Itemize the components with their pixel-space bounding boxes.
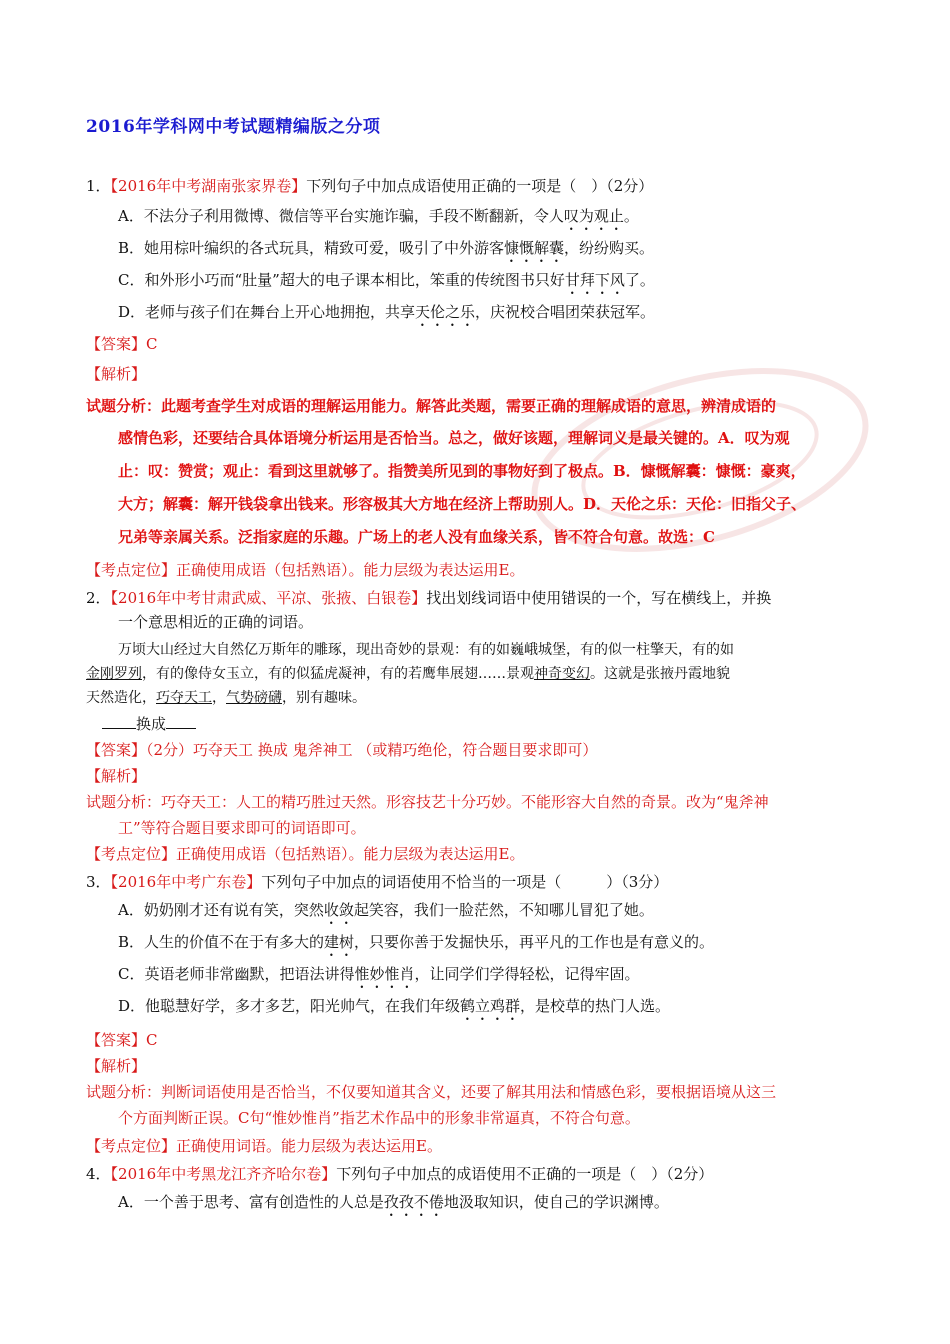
option-text: B．人生的价值不在于有多大的 xyxy=(118,933,325,951)
q3-option-c xyxy=(118,964,640,992)
q3-answer: 【答案】C xyxy=(86,1031,158,1049)
q3-option-d xyxy=(118,996,670,1024)
q2-passage-line: 万顷大山经过大自然亿万斯年的雕琢，现出奇妙的景观：有的如巍峨城堡，有的似一柱擎天，有的如 xyxy=(118,642,734,658)
page-title: 2016年学科网中考试题精编版之分项 xyxy=(86,117,381,137)
q2-blank-line xyxy=(102,714,196,734)
dotted-phrase: 惟妙惟肖 xyxy=(354,965,415,983)
option-text: D．老师与孩子们在舞台上开心地拥抱，共享 xyxy=(118,303,416,321)
dotted-phrase: 鹤立鸡群 xyxy=(460,997,521,1015)
option-text: 。 xyxy=(623,207,639,225)
q1-analysis-line: 大方；解囊：解开钱袋拿出钱来。形容极其大方地在经济上帮助别人。D．天伦之乐：天伦：旧指父子、 xyxy=(118,495,807,513)
q3-option-a xyxy=(118,900,654,928)
q3-point: 【考点定位】正确使用词语。能力层级为表达运用E。 xyxy=(86,1137,442,1155)
q1-analysis-line: 感情色彩，还要结合具体语境分析运用是否恰当。总之，做好该题，理解词义是最关键的。A．叹为观 xyxy=(118,429,790,447)
q3-analysis-line: 试题分析：判断词语使用是否恰当，不仅要知道其含义，还要了解其用法和情感色彩，要根据语境从这三 xyxy=(86,1083,777,1101)
question-2-stem-cont: 一个意思相近的正确的词语。 xyxy=(118,613,314,631)
question-number: 1． xyxy=(86,177,111,195)
question-text: 找出划线词语中使用错误的一个，写在横线上，并换 xyxy=(426,589,772,607)
passage-text: ，别有趣味。 xyxy=(282,690,366,706)
passage-text: 天然造化， xyxy=(86,690,156,706)
q3-option-b xyxy=(118,932,714,960)
option-text: ，只要你善于发掘快乐，再平凡的工作也是有意义的。 xyxy=(354,933,715,951)
underlined-phrase: 神奇变幻 xyxy=(534,666,590,682)
q1-option-a xyxy=(118,206,639,234)
question-4-stem xyxy=(86,1164,713,1184)
dotted-phrase: 叹为观止 xyxy=(563,207,624,225)
option-text: 地汲取知识，使自己的学识渊博。 xyxy=(443,1193,669,1211)
dotted-phrase: 甘拜下风 xyxy=(564,271,625,289)
question-source: 【2016年中考湖南张家界卷】 xyxy=(110,177,307,195)
question-text: 下列句子中加点成语使用正确的一项是（ ）（2分） xyxy=(306,177,654,195)
option-text: 起笑容，我们一脸茫然，不知哪儿冒犯了她。 xyxy=(353,901,654,919)
question-text: 下列句子中加点的词语使用不恰当的一项是（ ）（3分） xyxy=(261,873,669,891)
option-text: B．她用棕叶编织的各式玩具，精致可爱，吸引了中外游客 xyxy=(118,239,505,257)
option-text: A．一个善于思考、富有创造性的人总是 xyxy=(118,1193,384,1211)
dotted-phrase: 慷慨解囊 xyxy=(504,239,565,257)
option-text: A．不法分子利用微博、微信等平台实施诈骗，手段不断翻新，令人 xyxy=(118,207,564,225)
question-1-stem xyxy=(86,176,653,196)
q1-option-d xyxy=(118,302,655,330)
passage-text: ， xyxy=(212,690,226,706)
option-text: C．和外形小巧而“肚量”超大的电子课本相比，笨重的传统图书只好 xyxy=(118,271,565,289)
option-text: 了。 xyxy=(624,271,655,289)
question-source: 【2016年中考广东卷】 xyxy=(110,873,262,891)
question-2-stem xyxy=(86,588,771,608)
q1-answer: 【答案】C xyxy=(86,335,158,353)
underlined-phrase: 气势磅礴 xyxy=(226,690,282,706)
q1-analysis-line: 兄弟等亲属关系。泛指家庭的乐趣。广场上的老人没有血缘关系，皆不符合句意。故选：C xyxy=(118,528,715,546)
q2-analysis-label: 【解析】 xyxy=(86,767,147,785)
passage-text: ，有的像侍女玉立，有的似猛虎凝神，有的若鹰隼展翅……景观 xyxy=(142,666,534,682)
option-text: ，让同学们学得轻松，记得牢固。 xyxy=(414,965,640,983)
option-text: ，纷纷购买。 xyxy=(564,239,655,257)
dotted-phrase: 孜孜不倦 xyxy=(383,1193,444,1211)
q1-option-c xyxy=(118,270,655,298)
option-text: A．奶奶刚才还有说有笑，突然 xyxy=(118,901,324,919)
option-text: D．他聪慧好学，多才多艺，阳光帅气，在我们年级 xyxy=(118,997,461,1015)
q2-analysis-line: 试题分析：巧夺天工：人工的精巧胜过天然。形容技艺十分巧妙。不能形容大自然的奇景。改为“鬼斧神 xyxy=(86,793,769,811)
option-text: C．英语老师非常幽默，把语法讲得 xyxy=(118,965,355,983)
dotted-phrase: 建树 xyxy=(324,933,355,951)
q1-point: 【考点定位】正确使用成语（包括熟语）。能力层级为表达运用E。 xyxy=(86,561,525,579)
q3-analysis-line: 个方面判断正误。C句“惟妙惟肖”指艺术作品中的形象非常逼真，不符合句意。 xyxy=(118,1109,640,1127)
watermark-logo xyxy=(500,317,899,603)
question-text: 下列句子中加点的成语使用不正确的一项是（ ）（2分） xyxy=(336,1165,714,1183)
option-text: ，庆祝校合唱团荣获冠军。 xyxy=(475,303,656,321)
q2-passage-line xyxy=(86,688,366,708)
q2-point: 【考点定位】正确使用成语（包括熟语）。能力层级为表达运用E。 xyxy=(86,845,525,863)
blank-label: 换成 xyxy=(136,715,167,733)
q1-analysis-label: 【解析】 xyxy=(86,365,147,383)
q2-analysis-line: 工”等符合题目要求即可的词语即可。 xyxy=(118,819,366,837)
blank-underline xyxy=(102,714,136,729)
q1-analysis-line: 止：叹：赞赏；观止：看到这里就够了。指赞美所见到的事物好到了极点。B．慷慨解囊：慷慨：豪爽， xyxy=(118,462,806,480)
dotted-phrase: 天伦之乐 xyxy=(415,303,476,321)
q1-option-b xyxy=(118,238,654,266)
question-number: 4． xyxy=(86,1165,111,1183)
question-number: 2． xyxy=(86,589,111,607)
underlined-phrase: 巧夺天工 xyxy=(156,690,212,706)
underlined-phrase: 金刚罗列 xyxy=(86,666,142,682)
question-source: 【2016年中考甘肃武威、平凉、张掖、白银卷】 xyxy=(110,589,427,607)
option-text: ，是校草的热门人选。 xyxy=(520,997,671,1015)
question-source: 【2016年中考黑龙江齐齐哈尔卷】 xyxy=(110,1165,337,1183)
q3-analysis-label: 【解析】 xyxy=(86,1057,147,1075)
q1-analysis-line: 试题分析：此题考查学生对成语的理解运用能力。解答此类题，需要正确的理解成语的意思，辨清成语的 xyxy=(86,397,777,415)
question-3-stem xyxy=(86,872,668,892)
dotted-phrase: 收敛 xyxy=(323,901,354,919)
q4-option-a xyxy=(118,1192,669,1220)
q2-answer: 【答案】（2分）巧夺天工 换成 鬼斧神工 （或精巧绝伦，符合题目要求即可） xyxy=(86,741,598,759)
q2-passage-line xyxy=(86,664,730,684)
blank-underline xyxy=(166,714,196,729)
question-number: 3． xyxy=(86,873,111,891)
passage-text: 。这就是张掖丹霞地貌 xyxy=(590,666,730,682)
